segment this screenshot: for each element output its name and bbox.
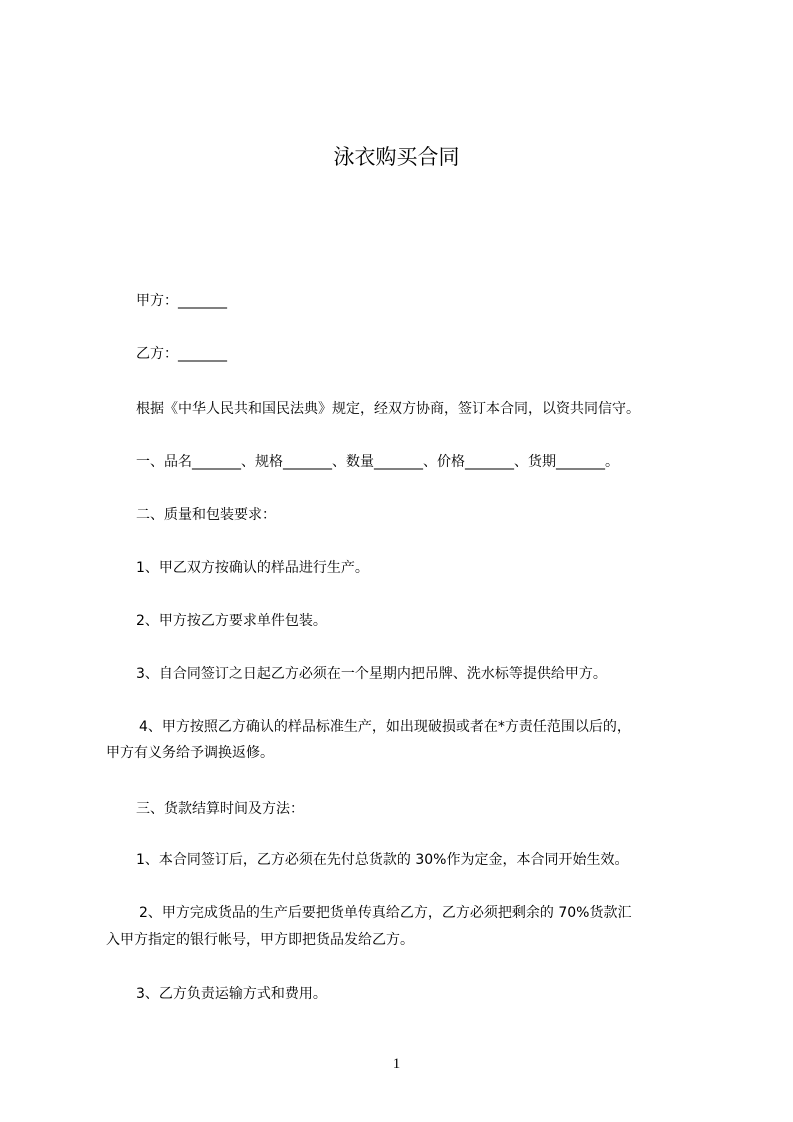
clause-3-item-1: 1、本合同签订后，乙方必须在先付总货款的 30%作为定金，本合同开始生效。 [136, 852, 629, 868]
clause-3-item-2-line-1: 2、甲方完成货品的生产后要把货单传真给乙方，乙方必须把剩余的 70%货款汇 [139, 905, 632, 921]
clause-3-item-3: 3、乙方负责运输方式和费用。 [136, 986, 327, 1002]
clause-3-item-2-line-2: 入甲方指定的银行帐号，甲方即把货品发给乙方。 [106, 932, 414, 948]
document-title: 泳衣购买合同 [333, 145, 460, 169]
clause-2-item-4-line-2: 甲方有义务给予调换返修。 [106, 745, 274, 761]
clause-2-item-3: 3、自合同签订之日起乙方必须在一个星期内把吊牌、洗水标等提供给甲方。 [136, 666, 607, 682]
clause-2-item-1: 1、甲乙双方按确认的样品进行生产。 [136, 560, 369, 576]
clause-1: 一、品名_______、规格_______、数量_______、价格_______、货期_______。 [136, 454, 619, 470]
party-b: 乙方：_______ [136, 346, 227, 362]
preamble: 根据《中华人民共和国民法典》规定，经双方协商，签订本合同，以资共同信守。 [136, 401, 640, 417]
clause-2-item-2: 2、甲方按乙方要求单件包装。 [136, 613, 327, 629]
party-a: 甲方：_______ [136, 293, 227, 309]
clause-2-heading: 二、质量和包装要求： [136, 507, 276, 523]
clause-3-heading: 三、货款结算时间及方法： [136, 801, 304, 817]
page-number: 1 [392, 1056, 401, 1072]
clause-2-item-4-line-1: 4、甲方按照乙方确认的样品标准生产，如出现破损或者在*方责任范围以后的， [139, 719, 631, 735]
